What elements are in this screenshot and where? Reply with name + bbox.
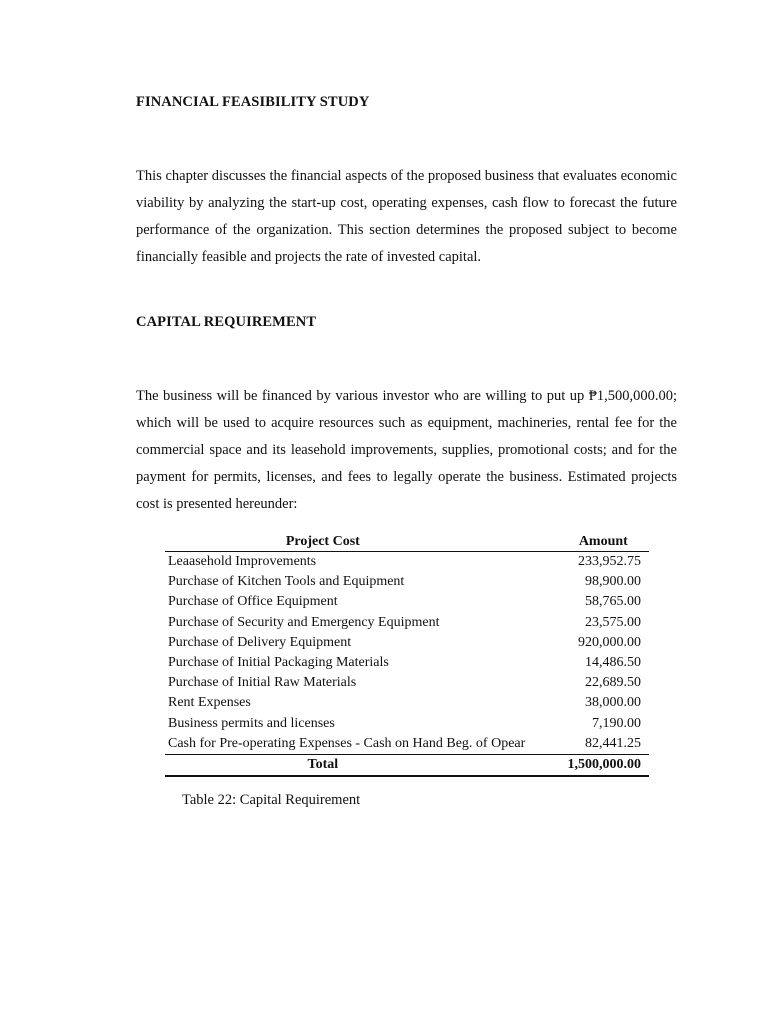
row-item: Purchase of Initial Packaging Materials [168,655,389,671]
row-item: Leaasehold Improvements [168,554,317,569]
table-row [165,633,649,653]
row-amount: 14,486.50 [585,655,641,671]
row-item: Purchase of Delivery Equipment [168,634,352,650]
row-item: Rent Expenses [168,695,251,711]
table-caption: Table 22: Capital Requirement [182,792,361,808]
row-amount: 58,765.00 [585,594,641,610]
subsection-title: CAPITAL REQUIREMENT [136,314,317,330]
header-amount: Amount [558,532,649,552]
total-amount: 1,500,000.00 [558,755,649,777]
row-item: Purchase of Office Equipment [168,594,338,610]
row-item: Cash for Pre-operating Expenses - Cash on Hand Beg. of Opear [168,735,526,751]
header-project-cost: Project Cost [165,532,558,552]
table-header-row [165,532,649,552]
capital-requirement-table [165,532,649,777]
table-row [165,572,649,592]
row-amount: 22,689.50 [585,675,641,691]
table-row [165,673,649,693]
table-row [165,734,649,755]
table-row [165,613,649,633]
table-row [165,653,649,673]
table-total-row [165,755,649,777]
row-item: Purchase of Initial Raw Materials [168,675,357,691]
row-amount: 7,190.00 [592,715,641,731]
row-amount: 920,000.00 [578,634,641,650]
total-label: Total [165,755,558,777]
row-amount: 233,952.75 [578,554,641,569]
row-amount: 98,900.00 [585,574,641,590]
table-row [165,693,649,713]
row-amount: 82,441.25 [585,735,641,751]
row-item: Purchase of Security and Emergency Equipment [168,614,440,630]
intro-paragraph: This chapter discusses the financial aspects of the proposed business that evaluates economic viability by analyzing the start-up cost, operating expenses, cash flow to forecast the future performance of the organization. This section determines the proposed subject to become financially feasible and projects the rate of invested capital. [136,168,677,265]
table-row [165,714,649,734]
table-row [165,552,649,573]
row-item: Business permits and licenses [168,715,335,731]
section-title: FINANCIAL FEASIBILITY STUDY [136,94,370,110]
row-item: Purchase of Kitchen Tools and Equipment [168,574,405,590]
row-amount: 23,575.00 [585,614,641,630]
capital-paragraph: The business will be financed by various investor who are willing to put up ₱1,500,000.00; which will be used to acquire resources such as equipment, machineries, rental fee for the commercial space and its leasehold improvements, supplies, promotional costs; and for the payment for permits, licenses, and fees to legally operate the business. Estimated projects cost is presented hereunder: [136,388,677,512]
table-row [165,592,649,612]
row-amount: 38,000.00 [585,695,641,711]
